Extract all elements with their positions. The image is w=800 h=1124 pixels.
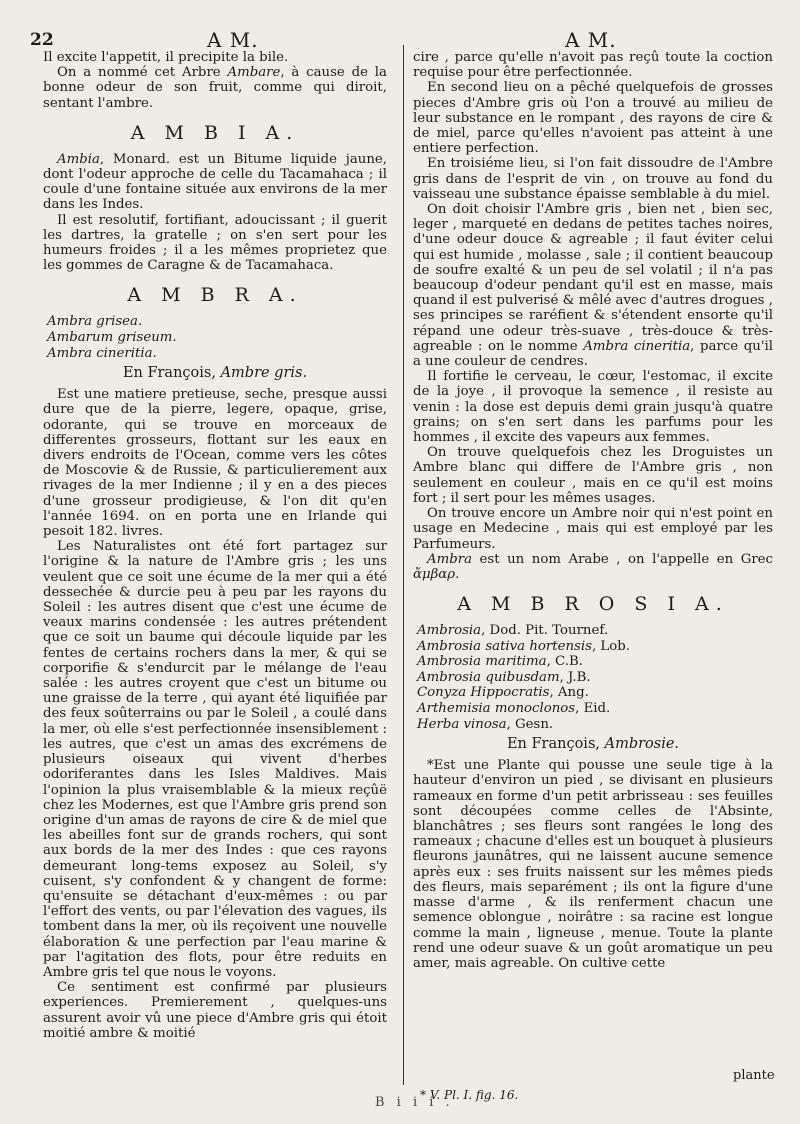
entry-heading-ambra: A M B R A. [127,284,303,307]
synonym-list [47,314,387,361]
paragraph: cire , parce qu'elle n'avoit pas reçû toute la coction requise pour être perfectionnée. [413,50,773,81]
paragraph: On a nommé cet Arbre Ambare, à cause de la bonne odeur de son fruit, comme qui diroit, sentant l'ambre. [43,65,387,111]
paragraph: En troisiéme lieu, si l'on fait dissoudre de l'Ambre gris dans de l'esprit de vin , on trouve au fond du vaisseau une substance épaisse semblable à du miel. [413,156,773,202]
synonym: Ambarum griseum. [47,330,177,346]
synonym-list [417,623,773,732]
synonym: Herba vinosa, Gesn. [417,716,554,732]
paragraph: En second lieu on a pêché quelquefois de grosses pieces d'Ambre gris où l'on a trouvé au milieu de leur substance en le rompant , des rayons de cire & de miel, parce qu'elles n'avoient pas atteint à une entiere perfection. [413,80,773,157]
running-head-right: A M. [565,28,617,52]
footnote: * V. Pl. I. fig. 16. [420,1088,519,1102]
synonym: Ambrosia sativa hortensis, Lob. [417,638,630,654]
paragraph: Ambia, Monard. est un Bitume liquide jaune, dont l'odeur approche de celle du Tacamahaca ; il coule d'une fontaine située aux environs de la mer dans les Indes. [43,151,387,213]
catchword: plante [733,1068,775,1083]
column-divider [403,45,404,1085]
paragraph: *Est une Plante qui pousse une seule tige à la hauteur d'environ un pied , se divisant en plusieurs rameaux en forme d'un petit arbrisseau : ses feuilles sont découpées comme celles de l'Absinte, blanchâtres ; ses fleurs sont rangées le long des rameaux ; chacune d'elles est un bouquet à plusieurs fleurons jaunâtres, qui ne laissent aucune semence après eux : ses fruits naissent sur les mêmes pieds des fleurs, mais separément ; ils ont la figure d'une masse d'arme , & ils renferment chacun une semence oblongue , noirâtre : sa racine est longue comme la main , ligneuse , menue. Toute la plante rend une odeur suave & un goût aromatique un peu amer, mais agreable. On cultive cette [413,758,773,971]
synonym: Ambrosia maritima, C.B. [417,654,583,670]
synonym: Ambrosia, Dod. Pit. Tournef. [417,623,609,639]
paragraph: Les Naturalistes ont été fort partagez sur l'origine & la nature de l'Ambre gris ; les uns veulent que ce soit une écume de la mer qui a été dessechée & durcie peu à peu par les rayons du Soleil : les autres disent que c'est une écume de veaux marins condensée : les autres prétendent que ce soit un baume qui découle liquide par les fentes de certains rochers dans la mer, & qui se corporifie & s'endurcit par le mélange de l'eau salée : les autres croyent que c'est un bitume ou une graisse de la terre , qui ayant été liquifiée par des feux soûterrains ou par le Soleil , a coulé dans la mer, où elle s'est perfectionnée insensiblement : les autres, que c'est un amas des excrémens de plusieurs oiseaux qui vivent d'herbes odoriferantes dans les Isles Maldives. Mais l'opinion la plus vraisemblable & la mieux reçûë chez les Modernes, est que l'Ambre gris prend son origine d'un amas de rayons de cire & de miel que les abeilles font sur de grands rochers, qui sont aux bords de la mer des Indes : que ces rayons demeurant long-tems exposez au Soleil, s'y cuisent, s'y confondent & y changent de forme: qu'ensuite se détachant d'eux-mêmes : ou par l'effort des vents, ou par l'élevation des vagues, ils tombent dans la mer, où ils reçoivent une nouvelle élaboration & une perfection par l'eau marine & par l'agitation des flots, pour être reduits en Ambre gris tel que nous le voyons. [43,539,387,980]
entry-heading-ambia: A M B I A. [130,121,300,144]
paragraph: On trouve quelquefois chez les Droguistes un Ambre blanc qui differe de l'Ambre gris , non seulement en couleur , mais en ce qu'il est moins fort ; il sert pour les mêmes usages. [413,445,773,506]
paragraph: On doit choisir l'Ambre gris , bien net , bien sec, leger , marqueté en dedans de petites taches noires, d'une odeur douce & agreable ; il faut éviter celui qui est humide , molasse , sale ; il contient beaucoup de soufre exalté & un peu de sel volatil ; il n'a pas beaucoup d'odeur pendant qu'il est en masse, mais quand il est pulverisé & mêlé avec d'autres drogues , ses principes se raréfient & s'étendent ensorte qu'il répand une odeur très-suave , très-douce & très-agreable : on le nomme Ambra cineritia, parce qu'il a une couleur de cendres. [413,202,774,370]
paragraph: Il est resolutif, fortifiant, adoucissant ; il guerit les dartres, la gratelle ; on s'en sert pour les humeurs froides ; il a les mêmes proprietez que les gommes de Caragne & de Tacamahaca. [43,212,387,274]
synonym: Ambra grisea. [47,314,143,330]
paragraph: Est une matiere pretieuse, seche, presque aussi dure que de la pierre, legere, opaque, grise, odorante, qui se trouve en morceaux de differentes grosseurs, flottant sur les eaux en divers endroits de l'Ocean, comme vers les côtes de Moscovie & de Russie, & particulierement aux rivages de la mer Indienne ; il y en a des pieces d'une grosseur prodigieuse, & l'on dit qu'en l'année 1694. on en porta une en Irlande qui pesoit 182. livres. [43,387,387,540]
running-head-left: A M. [207,28,259,52]
signature-mark: B i i i . [375,1095,454,1110]
entry-heading-ambrosia: A M B R O S I A. [457,593,729,616]
paragraph: On trouve encore un Ambre noir qui n'est point en usage en Medecine , mais qui est employé par les Parfumeurs. [413,506,773,552]
paragraph: Il excite l'appetit, il precipite la bile. [43,50,289,65]
page-number: 22 [30,30,54,50]
left-column [43,50,387,1041]
synonym: Arthemisia monoclonos, Eid. [417,701,611,717]
right-column [413,50,773,971]
synonym: Conyza Hippocratis, Ang. [417,685,589,701]
french-name: En François, Ambrosie. [506,736,680,753]
paragraph: Ambra est un nom Arabe , on l'appelle en Grec ἄμβαρ. [413,551,773,582]
french-name: En François, Ambre gris. [122,365,308,382]
synonym: Ambrosia quibusdam, J.B. [417,669,591,685]
synonym: Ambra cineritia. [47,345,157,361]
paragraph: Ce sentiment est confirmé par plusieurs experiences. Premierement , quelques-uns assurent avoir vû une piece d'Ambre gris qui étoit moitié ambre & moitié [43,980,387,1041]
paragraph: Il fortifie le cerveau, le cœur, l'estomac, il excite de la joye , il provoque la semence , il resiste au venin : la dose est depuis demi grain jusqu'à quatre grains; on s'en sert dans les parfums pour les hommes , il excite des vapeurs aux femmes. [413,369,773,446]
